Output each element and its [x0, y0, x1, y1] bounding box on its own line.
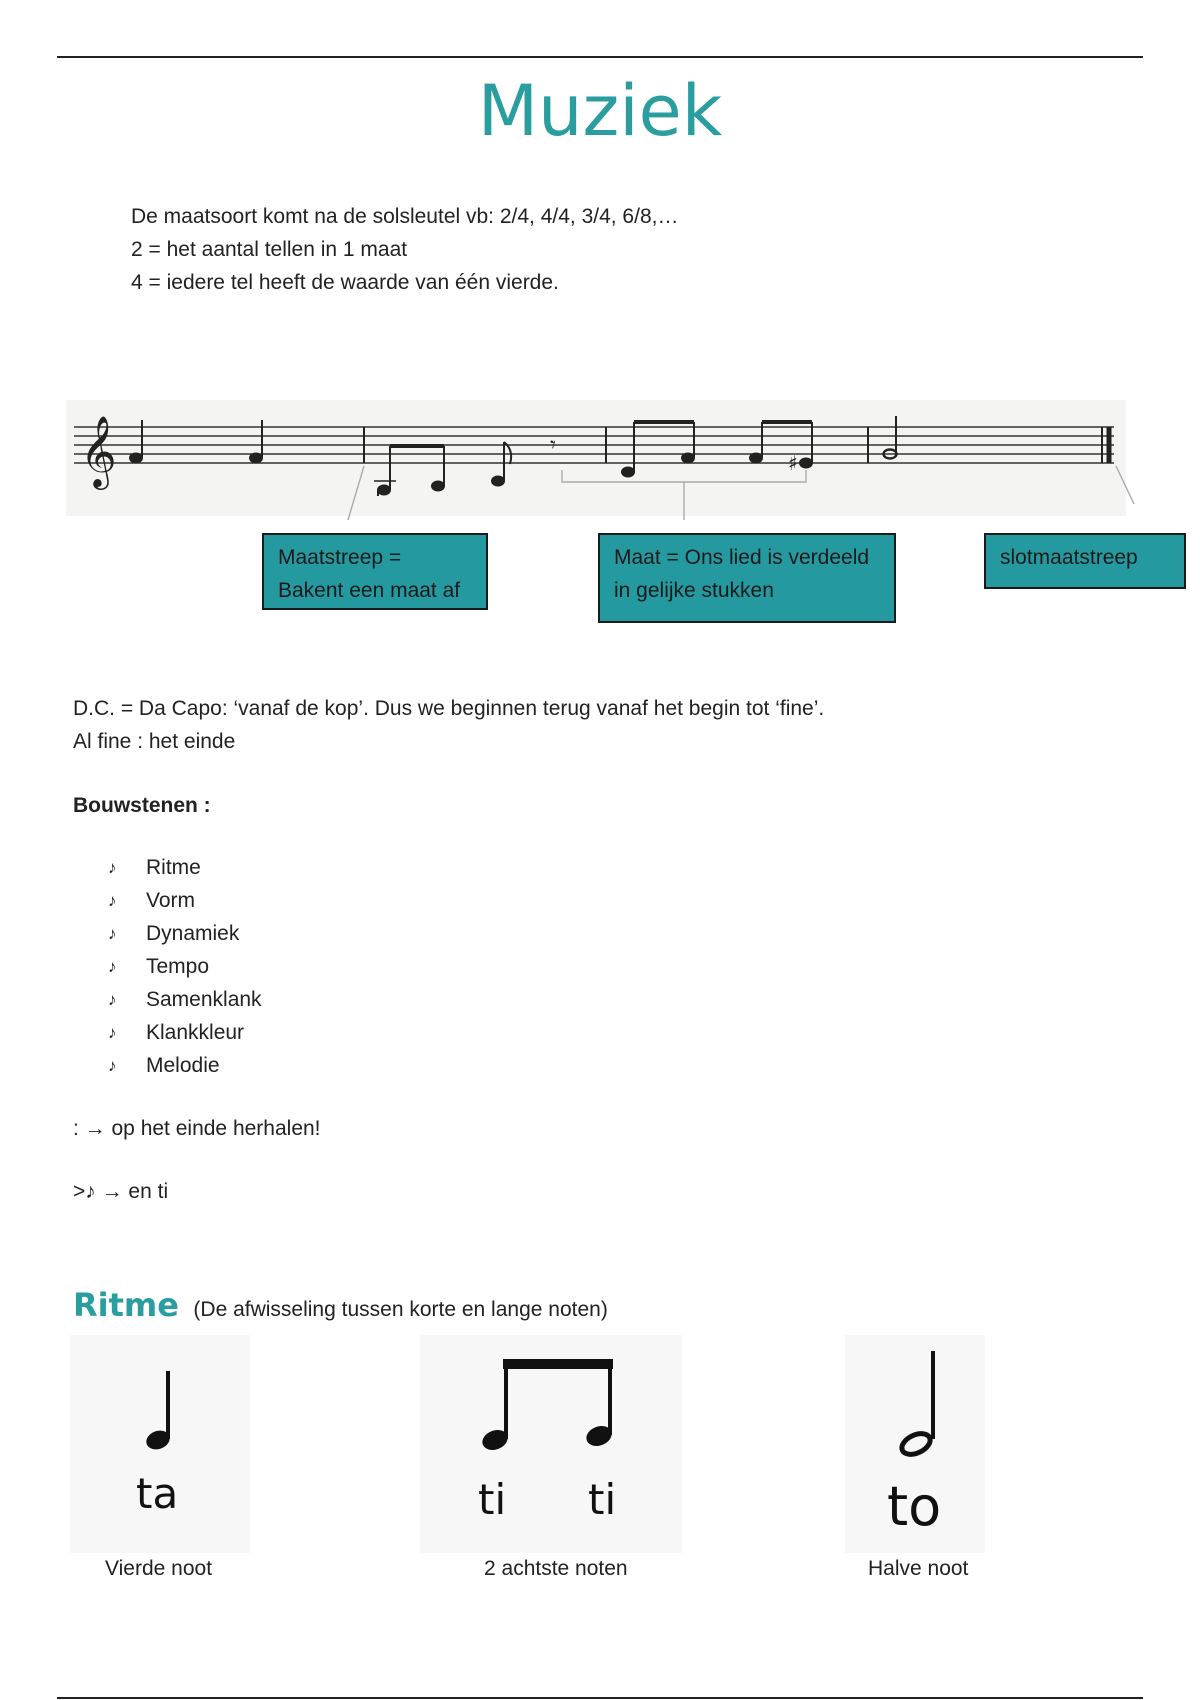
eighth-note-bullet-icon: ♪ [108, 1023, 117, 1042]
beamed-eighth-notes-icon [420, 1335, 682, 1485]
eighth-note-bullet-icon: ♪ [108, 891, 117, 910]
quarter-note-card [70, 1335, 250, 1553]
callout-text: slotmaatstreep [1000, 546, 1138, 569]
list-item-label: Melodie [146, 1054, 220, 1077]
list-item [108, 950, 262, 983]
quarter-note-icon [70, 1335, 250, 1485]
rhythm-syllable: ta [136, 1469, 179, 1518]
list-item [108, 1049, 262, 1082]
intro-line: 2 = het aantal tellen in 1 maat [131, 238, 408, 261]
half-note-card [845, 1335, 985, 1553]
list-item [108, 983, 262, 1016]
callout-text: Maatstreep = [278, 546, 402, 569]
note-caption: Halve noot [868, 1557, 969, 1580]
treble-clef-icon: 𝄞 [80, 414, 117, 487]
rhythm-syllable: ti [588, 1475, 617, 1524]
page-title: Muziek [477, 70, 723, 152]
eighth-note-bullet-icon: ♪ [108, 990, 117, 1009]
svg-text:𝄾: 𝄾 [550, 433, 556, 458]
dc-line: D.C. = Da Capo: ‘vanaf de kop’. Dus we beginnen terug vanaf het begin tot ‘fine’. [73, 697, 825, 720]
intro-line: De maatsoort komt na de solsleutel vb: 2/4, 4/4, 3/4, 6/8,… [131, 205, 679, 228]
list-item [108, 884, 262, 917]
bouwstenen-list [108, 851, 262, 1082]
list-item-label: Vorm [146, 889, 196, 912]
en-ti-line: >♪ → en ti [73, 1180, 169, 1203]
eighth-note-bullet-icon: ♪ [108, 858, 117, 877]
note-caption: Vierde noot [105, 1557, 213, 1580]
bottom-rule [57, 1697, 1143, 1699]
list-item [108, 917, 262, 950]
intro-block [131, 200, 678, 299]
callout-maat [598, 533, 896, 623]
rhythm-syllable: ti [478, 1475, 507, 1524]
eighth-notes-card [420, 1335, 682, 1553]
ritme-subtitle: (De afwisseling tussen korte en lange noten) [193, 1298, 608, 1321]
list-item-label: Ritme [146, 856, 201, 879]
bouwstenen-heading: Bouwstenen : [73, 794, 211, 817]
top-rule [57, 56, 1143, 58]
da-capo-block [73, 692, 824, 758]
list-item-label: Tempo [146, 955, 210, 978]
rhythm-syllable: to [887, 1475, 942, 1538]
list-item-label: Dynamiek [146, 922, 240, 945]
list-item [108, 851, 262, 884]
list-item-label: Samenklank [146, 988, 262, 1011]
eighth-note-bullet-icon: ♪ [108, 1056, 117, 1075]
intro-line: 4 = iedere tel heeft de waarde van één vierde. [131, 271, 559, 294]
callout-text: in gelijke stukken [614, 579, 774, 602]
dc-line: Al fine : het einde [73, 730, 236, 753]
staff-background [66, 400, 1126, 516]
eighth-note-bullet-icon: ♪ [108, 924, 117, 943]
eighth-note-bullet-icon: ♪ [108, 957, 117, 976]
callout-maatstreep [262, 533, 488, 610]
svg-text:♯: ♯ [788, 451, 798, 475]
note-caption: 2 achtste noten [484, 1557, 628, 1580]
ritme-heading [73, 1286, 608, 1324]
repeat-line: : → op het einde herhalen! [73, 1117, 321, 1140]
list-item [108, 1016, 262, 1049]
ritme-title: Ritme [73, 1286, 179, 1324]
callout-text: Maat = Ons lied is verdeeld [614, 546, 870, 569]
half-note-icon [845, 1335, 985, 1485]
callout-text: Bakent een maat af [278, 579, 461, 602]
music-staff [66, 400, 1136, 520]
callout-slotmaatstreep [984, 533, 1186, 589]
list-item-label: Klankkleur [146, 1021, 245, 1044]
